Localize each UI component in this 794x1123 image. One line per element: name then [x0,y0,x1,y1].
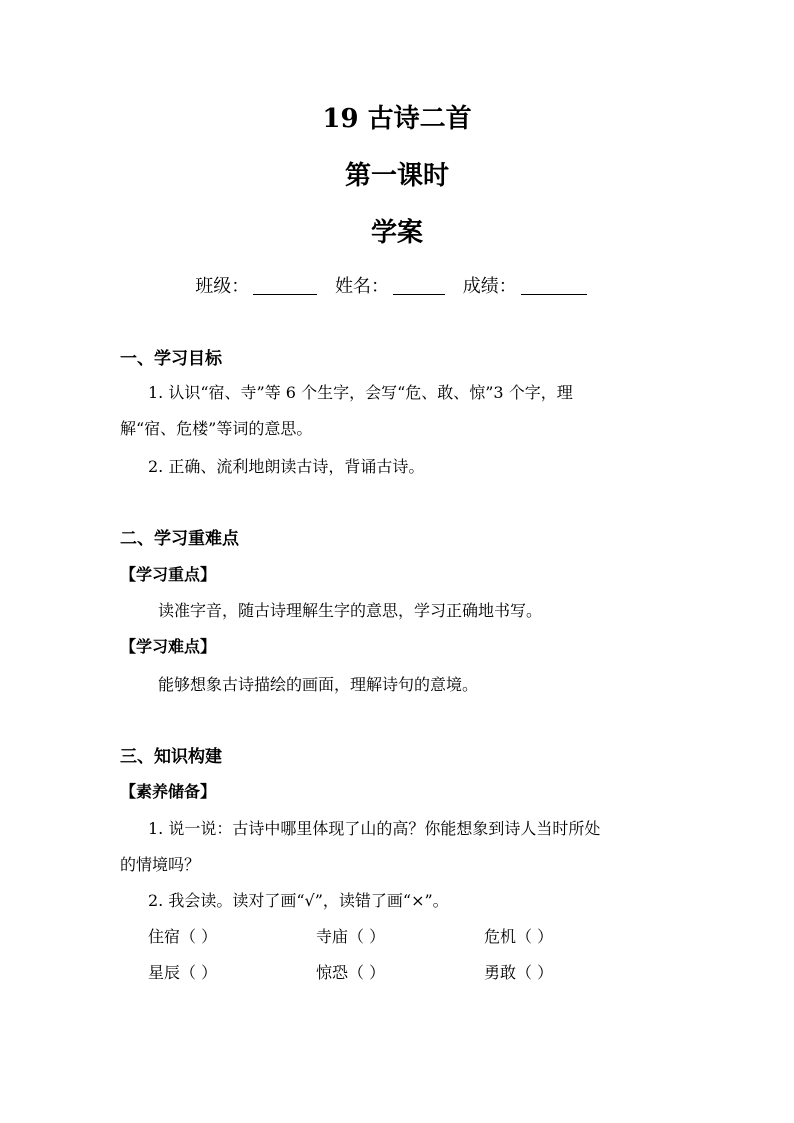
question-1-line-2: 的情境吗？ [120,855,201,874]
focus-label: 【学习重点】 [120,565,217,584]
word-item[interactable]: 星辰（ ） [148,963,218,982]
goal-item-2: 2. 正确、流利地朗读古诗，背诵古诗。 [148,457,425,476]
class-label: 班级： [195,276,250,297]
word-item[interactable]: 寺庙（ ） [316,927,386,946]
question-2: 2. 我会读。读对了画“√”，读错了画“×”。 [148,891,449,910]
difficulty-text: 能够想象古诗描绘的画面，理解诗句的意境。 [158,675,479,694]
difficulty-label: 【学习难点】 [120,637,217,656]
goal-item-1-line-2: 解“宿、危楼”等词的意思。 [120,419,313,438]
goal-item-1-line-1: 1. 认识“宿、寺”等 6 个生字，会写“危、敢、惊”3 个字，理 [148,383,573,402]
section-heading-goals: 一、学习目标 [120,349,222,369]
document-type-title: 学案 [370,218,423,248]
name-blank[interactable] [393,276,445,295]
word-item[interactable]: 危机（ ） [484,927,554,946]
focus-text: 读准字音，随古诗理解生字的意思，学习正确地书写。 [158,601,543,620]
section-heading-key-points: 二、学习重难点 [120,529,239,549]
section-heading-knowledge: 三、知识构建 [120,747,222,767]
lesson-subtitle: 第一课时 [344,161,449,191]
word-item[interactable]: 勇敢（ ） [484,963,554,982]
lesson-title: 19 古诗二首 [322,104,472,134]
prep-label: 【素养储备】 [120,782,217,801]
student-info-row [0,272,794,298]
word-item[interactable]: 惊恐（ ） [316,963,386,982]
word-item[interactable]: 住宿（ ） [148,927,218,946]
question-1-line-1: 1. 说一说：古诗中哪里体现了山的高？你能想象到诗人当时所处 [148,819,601,838]
score-blank[interactable] [521,276,587,295]
score-label: 成绩： [462,276,517,297]
name-label: 姓名： [335,276,389,297]
class-blank[interactable] [253,276,317,295]
